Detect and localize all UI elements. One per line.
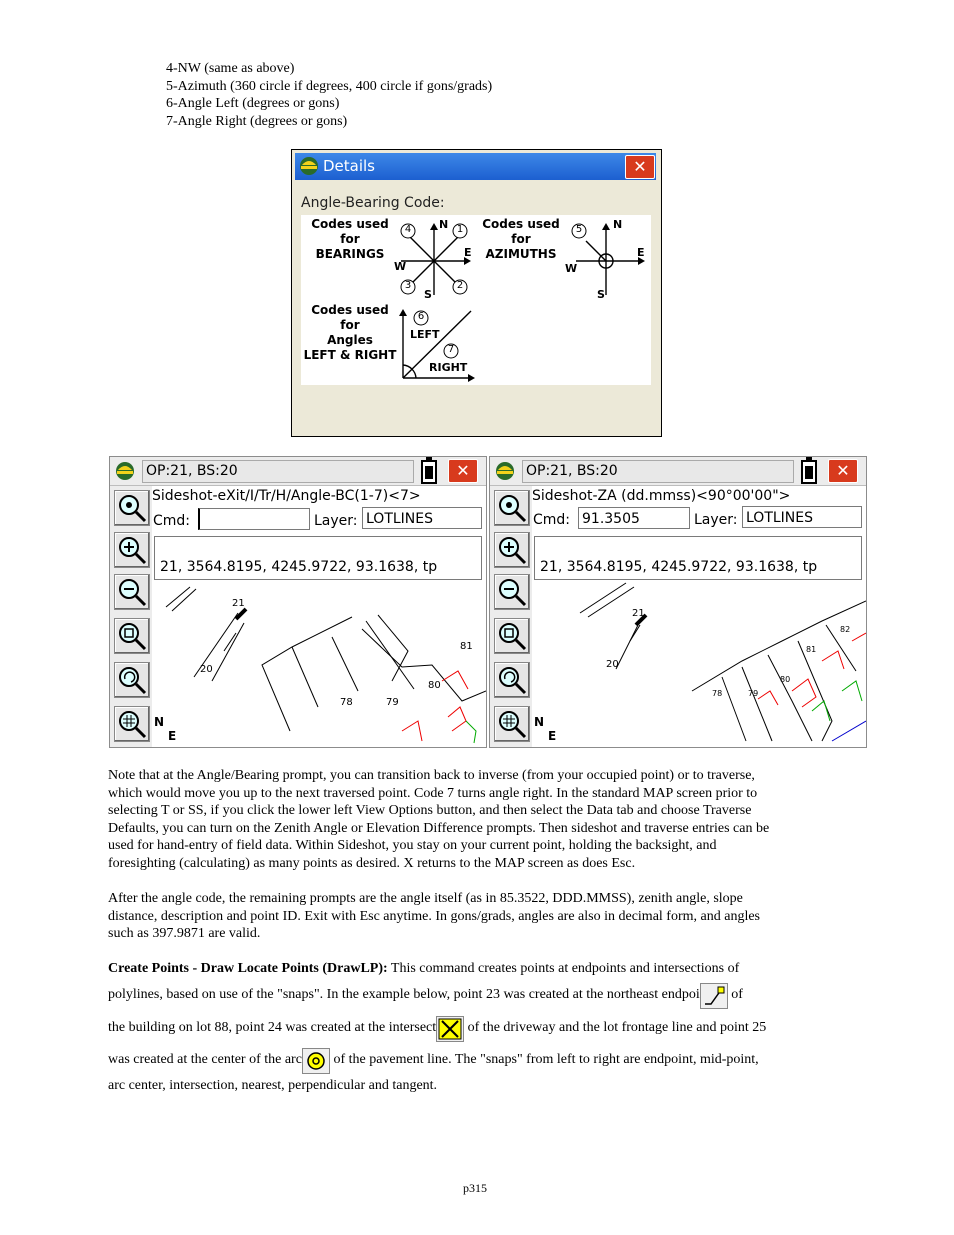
view-options-button[interactable]	[114, 706, 150, 742]
tool-sidebar	[110, 486, 152, 747]
angles-label-line2: Angles	[327, 333, 373, 347]
azimuths-south: S	[597, 288, 605, 301]
top-bar	[110, 457, 486, 486]
zoom-window-button[interactable]	[494, 618, 530, 654]
paragraph-line: distance, description and point ID. Exit with Esc anytime. In gons/grads, angles are also in decimal form, and angles	[108, 908, 760, 924]
paragraph-angle-bearing	[108, 767, 853, 872]
azimuths-north: N	[613, 218, 623, 231]
zoom-out-icon	[115, 575, 149, 609]
code-6: 6	[417, 311, 425, 322]
create-points-line2	[108, 981, 743, 1009]
cmd-label: Cmd:	[533, 512, 571, 528]
lot-label-82: 82	[840, 625, 851, 634]
lot-label-78: 78	[712, 689, 723, 698]
list-item-5: 5-Azimuth (360 circle if degrees, 400 circle if gons/grads)	[166, 79, 493, 94]
create-points-text: polylines, based on use of the "snaps". In the example below, point 23 was created at the northeast endpoi	[108, 987, 700, 1002]
top-bar	[490, 457, 866, 486]
create-points-text: of the driveway and the lot frontage line and point 25	[464, 1020, 767, 1035]
create-points-line5: arc center, intersection, nearest, perpendicular and tangent.	[108, 1078, 438, 1093]
point-label-21: 21	[232, 598, 245, 609]
sideshot-screen-right	[489, 456, 867, 748]
point-info-box	[154, 536, 482, 580]
angles-label-line1: Codes used for	[311, 303, 389, 332]
list-item-7: 7-Angle Right (degrees or gons)	[166, 114, 348, 129]
point-info-box	[534, 536, 862, 580]
close-button[interactable]: ✕	[625, 155, 655, 179]
zoom-in-button[interactable]	[114, 532, 150, 568]
lot-label-78: 78	[340, 697, 353, 708]
cmd-input[interactable]	[198, 508, 310, 530]
create-points-text: was created at the center of the arc	[108, 1052, 302, 1067]
occupied-point-field: OP:21, BS:20	[522, 460, 794, 483]
layer-label: Layer:	[694, 512, 738, 528]
bearings-label-line2: BEARINGS	[315, 247, 385, 261]
paragraph-line: such as 397.9871 are valid.	[108, 926, 261, 941]
lot-label-79: 79	[748, 689, 759, 698]
create-points-heading: Create Points - Draw Locate Points (DrawLP):	[108, 961, 388, 976]
lot-label-79: 79	[386, 697, 399, 708]
map-canvas[interactable]	[532, 581, 866, 747]
create-points-text: This command creates points at endpoints and intersections of	[387, 961, 740, 976]
create-points-text: of the pavement line. The "snaps" from left to right are endpoint, mid-point,	[329, 1052, 759, 1067]
details-dialog	[291, 149, 662, 437]
lot-label-81: 81	[460, 641, 473, 652]
bearings-label	[302, 217, 398, 262]
zoom-in-icon	[495, 533, 529, 567]
zoom-previous-icon	[115, 663, 149, 697]
zoom-previous-button[interactable]	[114, 662, 150, 698]
bearings-east: E	[464, 246, 472, 259]
zoom-extents-icon	[115, 491, 149, 525]
azimuths-label-line1: Codes used for	[482, 217, 560, 246]
close-button[interactable]: ✕	[828, 459, 858, 483]
command-prompt: Sideshot-ZA (dd.mmss)<90°00'00">	[532, 488, 791, 504]
right-label: RIGHT	[429, 361, 468, 374]
azimuths-east: E	[637, 246, 645, 259]
command-prompt: Sideshot-eXit/I/Tr/H/Angle-BC(1-7)<7>	[152, 488, 421, 504]
paragraph-line: selecting T or SS, if you click the lower left View Options button, and then select the Data tab and choose Traverse	[108, 803, 752, 818]
app-logo-icon[interactable]	[495, 461, 515, 481]
battery-icon	[801, 460, 817, 484]
bearings-north: N	[439, 218, 449, 231]
tool-sidebar	[490, 486, 532, 747]
lot-label-80: 80	[428, 680, 441, 691]
list-item-4: 4-NW (same as above)	[166, 61, 295, 76]
bearings-label-line1: Codes used for	[311, 217, 389, 246]
zoom-window-button[interactable]	[114, 618, 150, 654]
zoom-extents-button[interactable]	[494, 490, 530, 526]
azimuths-west: W	[565, 262, 578, 275]
bearings-south: S	[424, 288, 432, 301]
layer-field[interactable]: LOTLINES	[362, 507, 482, 529]
zoom-previous-button[interactable]	[494, 662, 530, 698]
app-logo-icon	[299, 156, 319, 176]
cmd-input[interactable]: 91.3505	[578, 507, 690, 529]
point-label-20: 20	[606, 659, 619, 670]
create-points-line3	[108, 1014, 766, 1042]
point-info-text: 21, 3564.8195, 4245.9722, 93.1638, tp	[160, 559, 438, 575]
intersection-snap-icon	[436, 1016, 464, 1042]
bearings-west: W	[394, 260, 407, 273]
azimuths-label	[472, 217, 570, 262]
zoom-window-icon	[115, 619, 149, 653]
point-label-20: 20	[200, 664, 213, 675]
lot-label-80: 80	[780, 675, 791, 684]
azimuths-label-line2: AZIMUTHS	[485, 247, 557, 261]
paragraph-line: Defaults, you can turn on the Zenith Angle or Elevation Difference prompts. Then sideshot and traverse entries can be	[108, 820, 770, 836]
angle-bearing-heading: Angle-Bearing Code:	[301, 195, 445, 211]
paragraph-line: Note that at the Angle/Bearing prompt, you can transition back to inverse (from your occupied point) or to traverse,	[108, 768, 755, 783]
occupied-point-field: OP:21, BS:20	[142, 460, 414, 483]
paragraph-line: foresighting (calculating) as many points as desired. X returns to the MAP screen as does Esc.	[108, 855, 636, 871]
create-points-text: of	[727, 987, 743, 1002]
layer-field[interactable]: LOTLINES	[742, 506, 862, 528]
lot-label-81: 81	[806, 645, 817, 654]
north-arrow: N	[534, 715, 545, 729]
left-label: LEFT	[410, 328, 440, 341]
app-logo-icon[interactable]	[115, 461, 135, 481]
angles-label	[300, 303, 400, 363]
paragraph-remaining-prompts	[108, 890, 853, 943]
zoom-extents-icon	[495, 491, 529, 525]
east-arrow: E	[548, 729, 557, 743]
code-5: 5	[575, 224, 583, 235]
code-1: 1	[456, 224, 464, 235]
point-info-text: 21, 3564.8195, 4245.9722, 93.1638, tp	[540, 559, 818, 575]
angles-label-line3: LEFT & RIGHT	[303, 348, 397, 362]
paragraph-line: which would move you up to the next traversed point. Code 7 turns angle right. In the standard MAP screen prior to	[108, 785, 758, 801]
page-number: p315	[463, 1181, 487, 1195]
dialog-title: Details	[323, 157, 376, 175]
zoom-out-button[interactable]	[494, 574, 530, 610]
cmd-label: Cmd:	[153, 513, 191, 529]
view-options-icon	[495, 707, 529, 741]
code-2: 2	[456, 280, 464, 291]
create-points-text: the building on lot 88, point 24 was created at the intersect	[108, 1020, 437, 1035]
east-arrow: E	[168, 729, 177, 743]
zoom-out-icon	[495, 575, 529, 609]
create-points-line1	[108, 961, 739, 977]
sideshot-screen-left	[109, 456, 487, 748]
close-button[interactable]: ✕	[448, 459, 478, 483]
zoom-in-icon	[115, 533, 149, 567]
code-4: 4	[404, 224, 412, 235]
battery-icon	[421, 460, 437, 484]
list-item-6: 6-Angle Left (degrees or gons)	[166, 96, 340, 111]
paragraph-line: After the angle code, the remaining prompts are the angle itself (as in 85.3522, DDD.MMSS), zenith angle, slope	[108, 891, 743, 906]
zoom-previous-icon	[495, 663, 529, 697]
zoom-in-button[interactable]	[494, 532, 530, 568]
arc-center-snap-icon	[302, 1048, 330, 1074]
paragraph-line: used for hand-entry of field data. Within Sideshot, you stay on your current point, holding the backsight, and	[108, 838, 717, 853]
view-options-button[interactable]	[494, 706, 530, 742]
code-3: 3	[404, 280, 412, 291]
zoom-out-button[interactable]	[114, 574, 150, 610]
point-label-21: 21	[632, 608, 645, 619]
create-points-line4	[108, 1046, 759, 1074]
endpoint-snap-icon	[700, 983, 728, 1009]
zoom-extents-button[interactable]	[114, 490, 150, 526]
dialog-titlebar	[295, 153, 656, 180]
layer-label: Layer:	[314, 513, 358, 529]
view-options-icon	[115, 707, 149, 741]
code-7: 7	[447, 344, 455, 355]
zoom-window-icon	[495, 619, 529, 653]
north-arrow: N	[154, 715, 165, 729]
